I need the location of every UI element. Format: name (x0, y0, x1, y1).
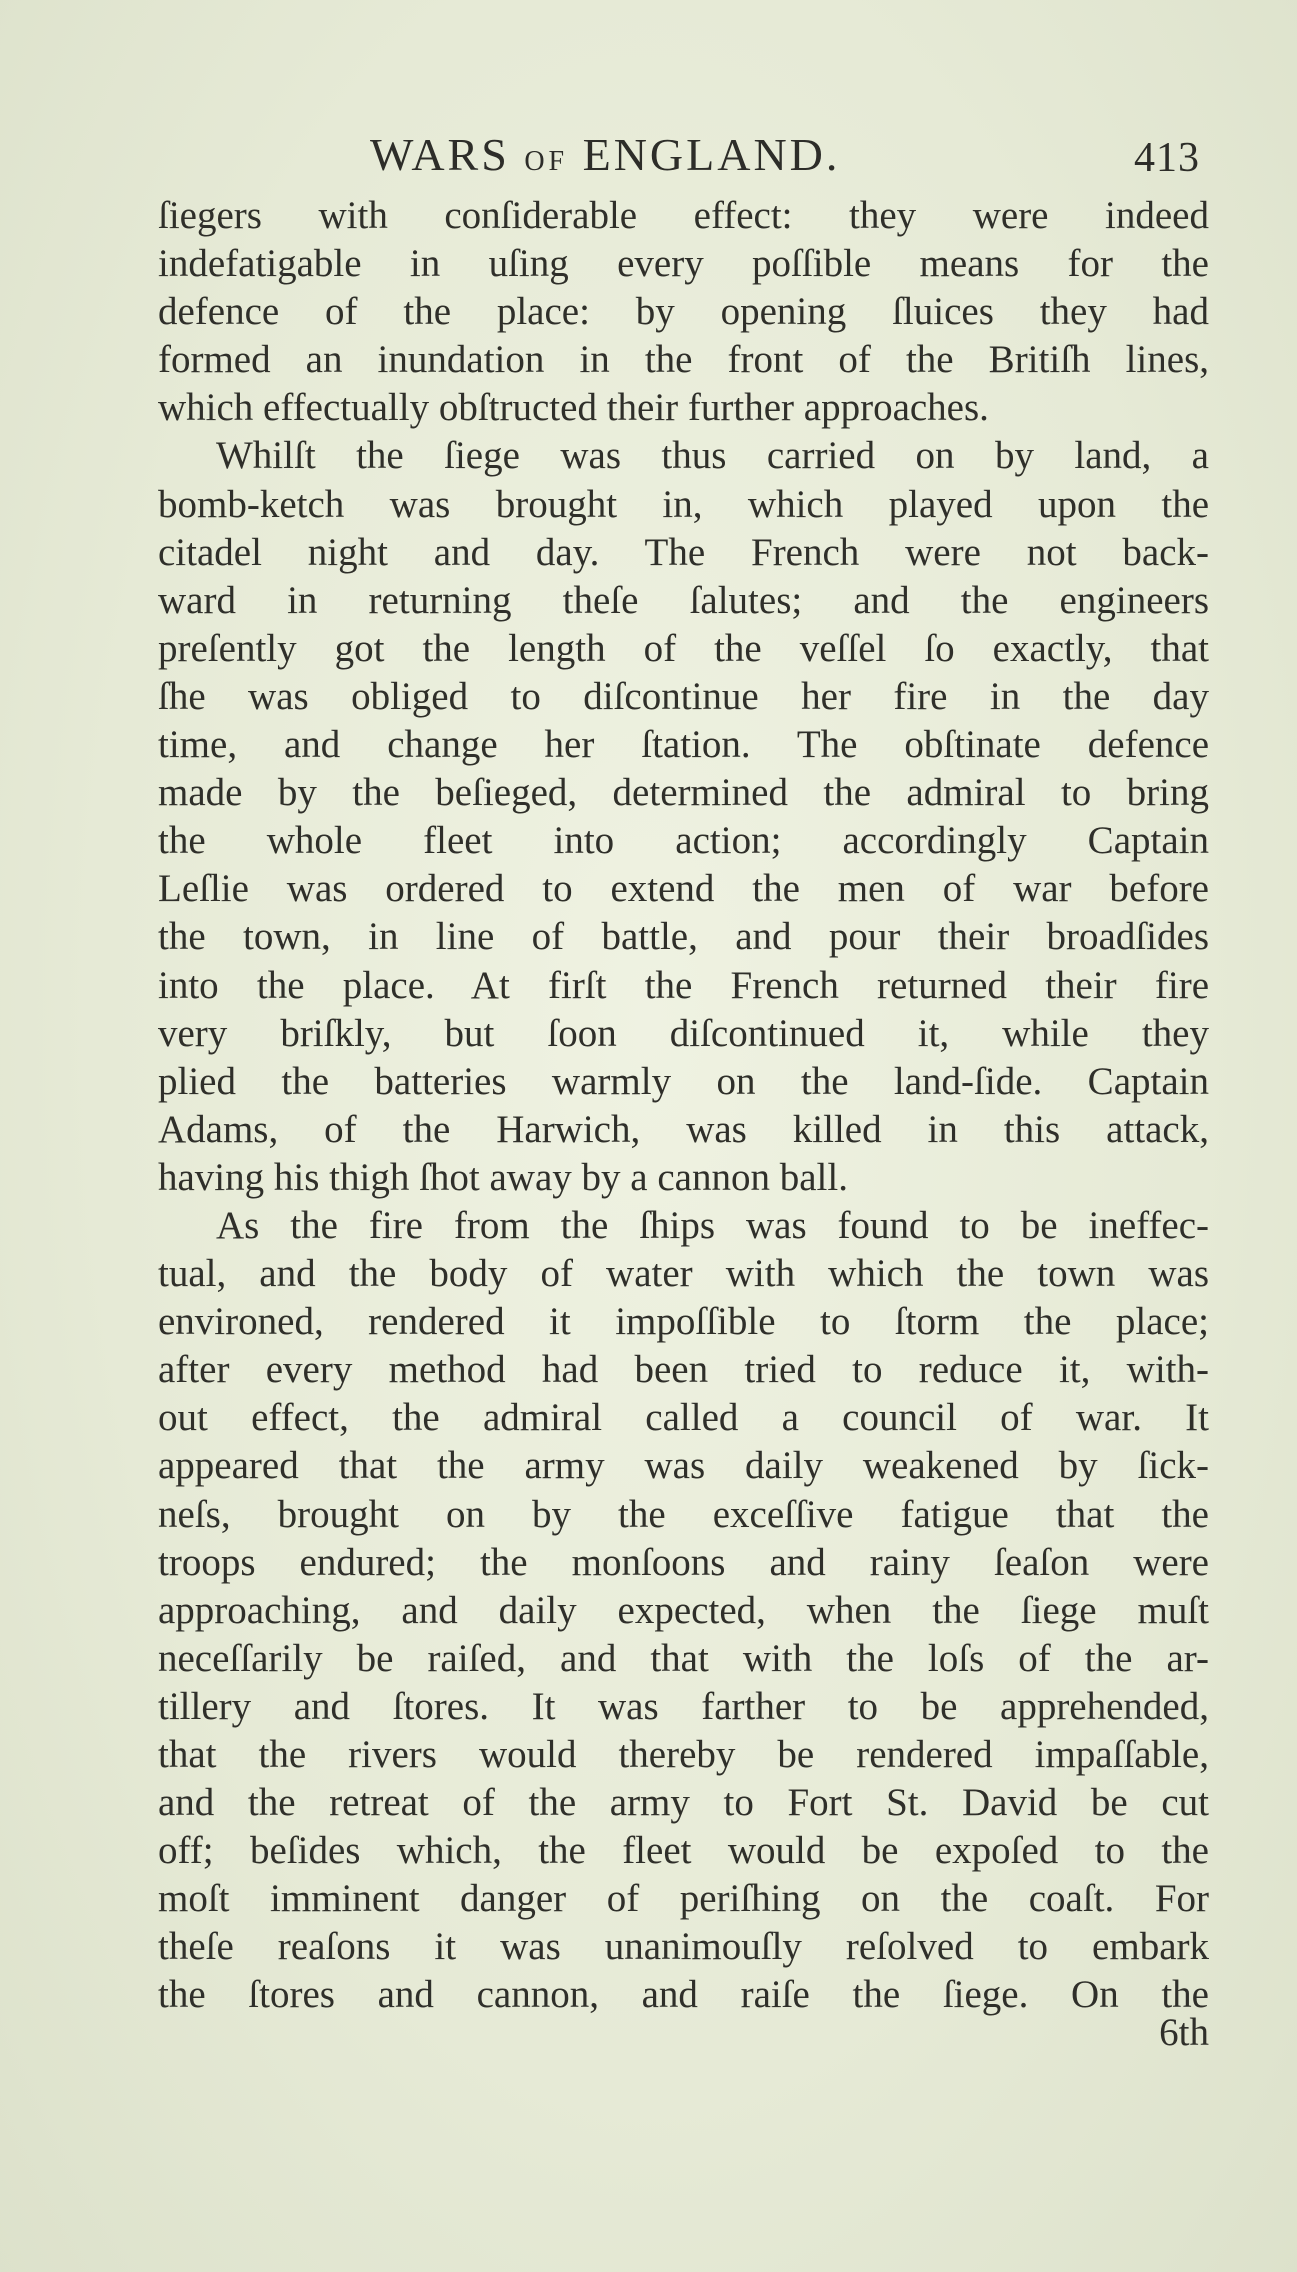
text-line: appeared that the army was daily weakened by ſick- (158, 1444, 1209, 1488)
text-line: approaching, and daily expected, when the ſiege muſt (158, 1588, 1209, 1632)
text-line: ward in returning theſe ſalutes; and the engineers (158, 578, 1209, 622)
text-line: preſently got the length of the veſſel ſo exactly, that (158, 626, 1209, 670)
text-line: bomb-ketch was brought in, which played upon the (158, 482, 1209, 526)
running-title (370, 128, 840, 181)
text-line: citadel night and day. The French were not back- (158, 530, 1209, 574)
text-line: formed an inundation in the front of the Britiſh lines, (158, 338, 1209, 382)
text-line: Adams, of the Harwich, was killed in this attack, (158, 1107, 1209, 1151)
running-head (370, 124, 1200, 190)
text-line: out effect, the admiral called a council of war. It (158, 1396, 1209, 1440)
text-line: troops endured; the monſoons and rainy ſeaſon were (158, 1540, 1209, 1584)
text-line: time, and change her ſtation. The obſtinate defence (158, 723, 1209, 767)
text-line: Leſlie was ordered to extend the men of war before (158, 867, 1209, 911)
text-line: defence of the place: by opening ſluices they had (158, 290, 1209, 334)
running-title-of: OF (524, 146, 569, 177)
text-line: very briſkly, but ſoon diſcontinued it, while they (158, 1011, 1209, 1055)
text-line: ſhe was obliged to diſcontinue her fire in the day (158, 674, 1209, 718)
text-line: off; beſides which, the fleet would be expoſed to the (158, 1829, 1209, 1873)
text-line: plied the batteries warmly on the land-ſide. Captain (158, 1059, 1209, 1103)
catchword: 6th (1159, 2011, 1209, 2054)
text-line: having his thigh ſhot away by a cannon ball. (158, 1155, 848, 1199)
running-title-part1: WARS (370, 129, 510, 180)
text-line: theſe reaſons it was unanimouſly reſolved to embark (158, 1925, 1209, 1969)
text-line: moſt imminent danger of periſhing on the coaſt. For (158, 1877, 1209, 1921)
running-title-part2: ENGLAND. (582, 129, 841, 180)
text-line: indefatigable in uſing every poſſible means for the (158, 242, 1209, 286)
text-line: the ſtores and cannon, and raiſe the ſiege. On the (158, 1973, 1209, 2017)
text-line: neceſſarily be raiſed, and that with the loſs of the ar- (158, 1636, 1209, 1680)
text-line: and the retreat of the army to Fort St. David be cut (158, 1781, 1209, 1825)
text-line: after every method had been tried to reduce it, with- (158, 1348, 1209, 1392)
text-line: tual, and the body of water with which the town was (158, 1252, 1209, 1296)
text-line: the whole fleet into action; accordingly Captain (158, 819, 1209, 863)
text-line: tillery and ſtores. It was farther to be apprehended, (158, 1684, 1209, 1728)
text-line: environed, rendered it impoſſible to ſtorm the place; (158, 1300, 1209, 1344)
text-line: that the rivers would thereby be rendered impaſſable, (158, 1733, 1209, 1776)
text-line: As the fire from the ſhips was found to be ineffec- (216, 1203, 1209, 1247)
text-line: the town, in line of battle, and pour their broadſides (158, 915, 1209, 959)
text-line: Whilſt the ſiege was thus carried on by land, a (216, 434, 1209, 478)
text-line: neſs, brought on by the exceſſive fatigue that the (158, 1492, 1209, 1536)
page-number: 413 (1134, 135, 1200, 181)
body-text (158, 192, 1209, 2020)
text-line: into the place. At firſt the French returned their fire (158, 963, 1209, 1007)
text-line: which effectually obſtructed their further approaches. (158, 386, 989, 430)
text-line: made by the beſieged, determined the admiral to bring (158, 771, 1209, 815)
text-line: ſiegers with conſiderable effect: they were indeed (158, 194, 1209, 237)
